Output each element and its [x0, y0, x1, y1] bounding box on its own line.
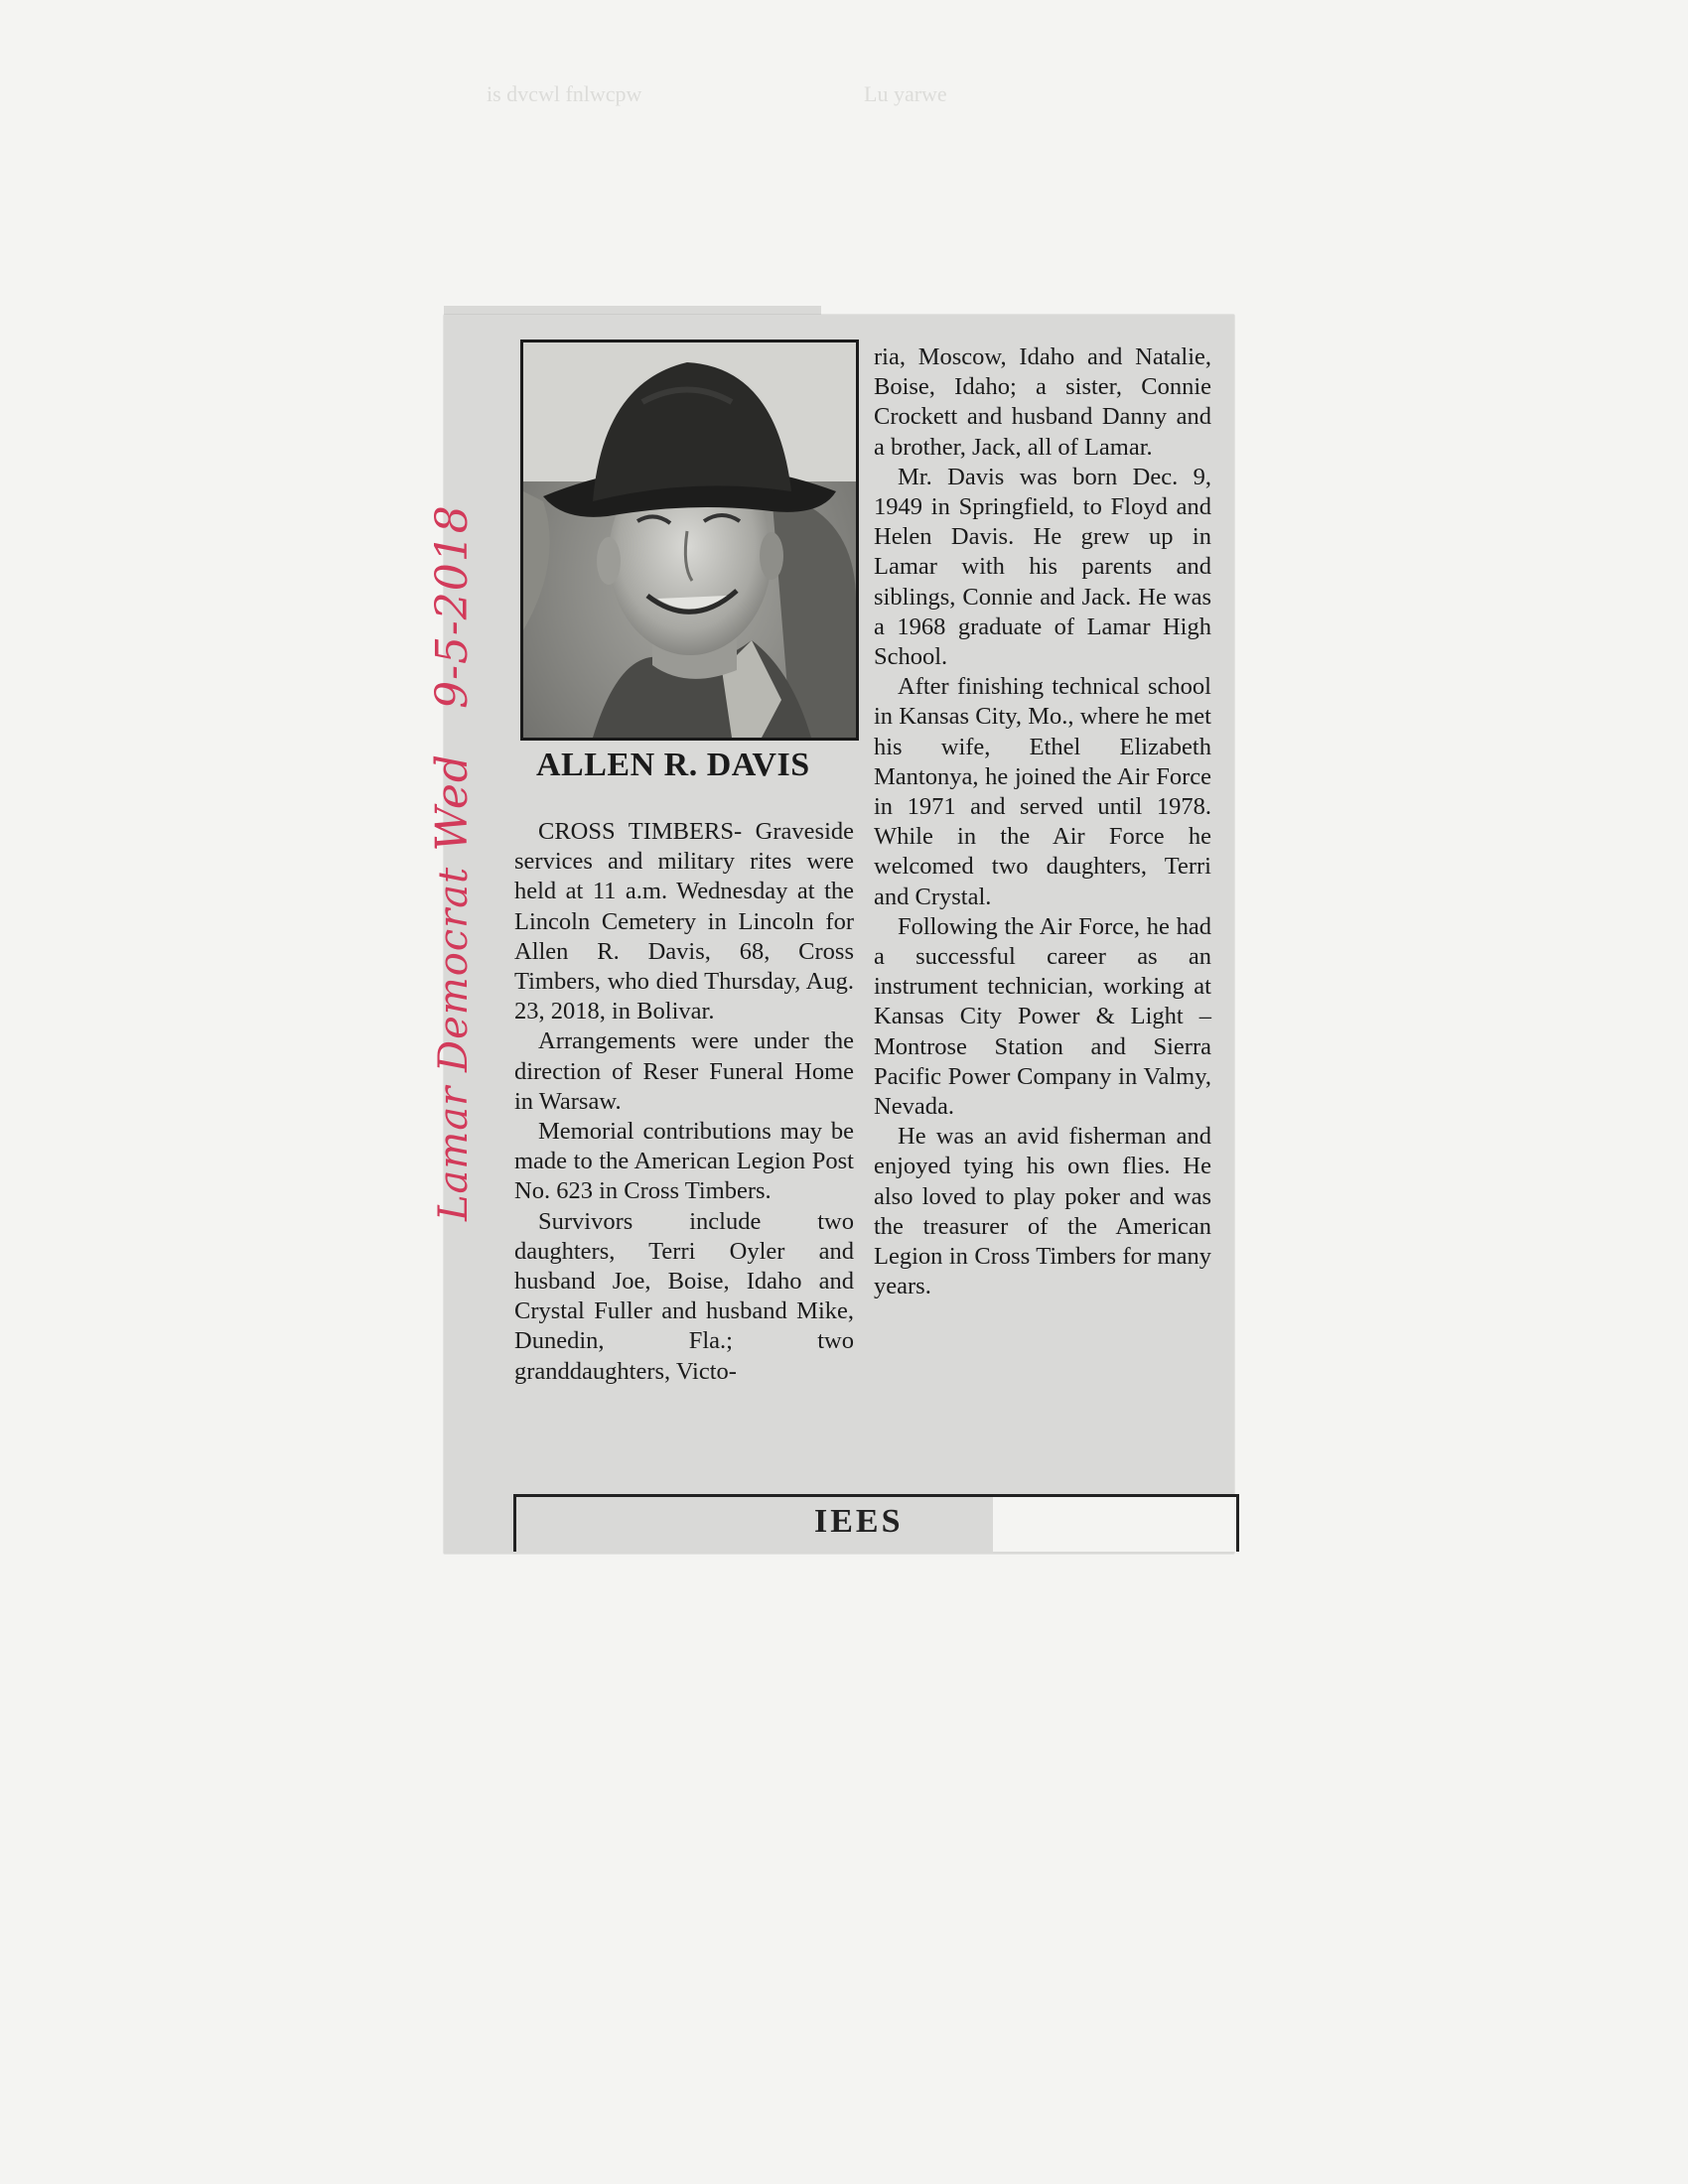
paragraph: Memorial contributions may be made to the American Legion Post No. 623 in Cross Timbers.: [514, 1118, 854, 1205]
handwritten-publication: Lamar Democrat: [431, 866, 477, 1221]
handwritten-day: Wed: [427, 752, 478, 852]
header-fragment-text: IEES: [814, 1503, 904, 1540]
next-article-header-fragment: [513, 1494, 1239, 1552]
paragraph: ria, Moscow, Idaho and Natalie, Boise, Idaho; a sister, Connie Crockett and husband Danny and a brother, Jack, all of Lamar.: [874, 343, 1211, 461]
bleed-right: Lu yarwe: [864, 81, 947, 106]
bleed-through-text: [487, 79, 1221, 328]
torn-edge: [993, 1497, 1239, 1552]
bleed-left: is dvcwl fnlwcpw: [487, 81, 642, 106]
paragraph: Arrangements were under the direction of Reser Funeral Home in Warsaw.: [514, 1027, 854, 1115]
handwritten-annotation: [427, 397, 487, 1221]
paragraph: Mr. Davis was born Dec. 9, 1949 in Springfield, to Floyd and Helen Davis. He grew up in Lamar with his parents and siblings, Connie and Jack. He was a 1968 graduate of Lamar High School.: [874, 463, 1211, 671]
handwritten-date: 9-5-2018: [427, 504, 478, 709]
obituary-column-1: [514, 817, 854, 1387]
paragraph: He was an avid fisherman and enjoyed tying his own flies. He also loved to play poker and was the treasurer of the American Legion in Cross Timbers for many years.: [874, 1123, 1211, 1300]
paragraph: After finishing technical school in Kansas City, Mo., where he met his wife, Ethel Elizabeth Mantonya, he joined the Air Force in 1971 and served until 1978. While in the Air Force he welcomed two daughters, Terri and Crystal.: [874, 673, 1211, 910]
paragraph: Survivors include two daughters, Terri Oyler and husband Joe, Boise, Idaho and Crystal Fuller and husband Mike, Dunedin, Fla.; two granddaughters, Victo-: [514, 1207, 854, 1385]
paragraph: Following the Air Force, he had a successful career as an instrument technician, working at Kansas City Power & Light – Montrose Station and Sierra Pacific Power Company in Valmy, Nevada.: [874, 912, 1211, 1121]
portrait-image: [523, 342, 856, 738]
paragraph: CROSS TIMBERS- Graveside services and military rites were held at 11 a.m. Wednesday at the Lincoln Cemetery in Lincoln for Allen R. Davis, 68, Cross Timbers, who died Thursday, Aug. 23, 2018, in Bolivar.: [514, 818, 854, 1025]
portrait-photo: [520, 340, 859, 741]
obituary-column-2: [874, 342, 1211, 1302]
obituary-name: ALLEN R. DAVIS: [536, 747, 810, 783]
